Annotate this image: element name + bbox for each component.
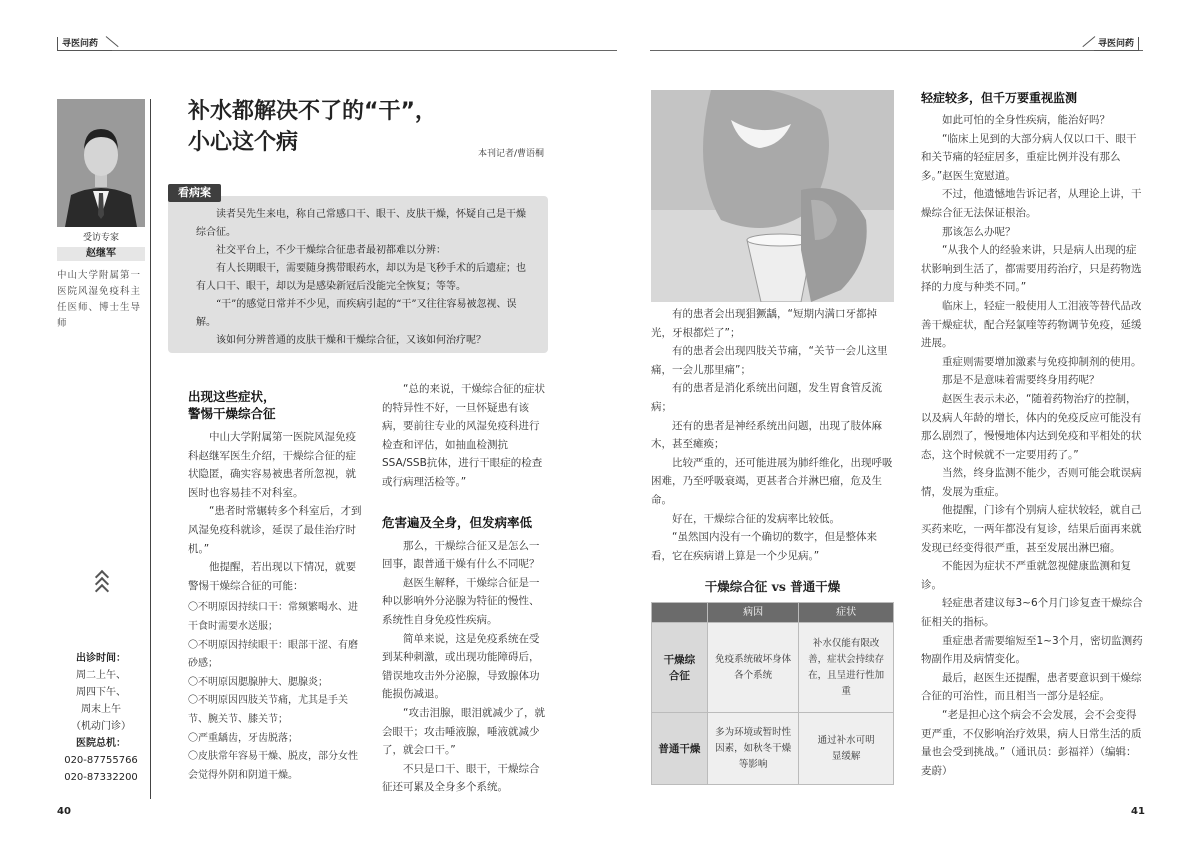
- article-title: [188, 96, 437, 158]
- body-paragraph: 不过，他遗憾地告诉记者，从理论上讲，干燥综合征无法保证根治。: [921, 188, 1142, 219]
- body-paragraph: “临床上见到的大部分病人仅以口干、眼干和关节痛的轻症居多，重症比例并没有那么多。”赵医生宽慰道。: [921, 132, 1137, 182]
- column-2: [382, 380, 549, 797]
- table-header: 病因: [707, 603, 799, 623]
- clinic-time: 周二上午、: [76, 670, 126, 681]
- body-paragraph: “老是担心这个病会不会发展，会不会变得更严重，不仅影响治疗效果，病人日常生活的质量也会受到挑战。”（通讯员：彭福祥）（编辑：麦蔚）: [921, 709, 1142, 777]
- row-label: 普通干燥: [652, 713, 708, 785]
- desc-line: 任医师、博士生导: [57, 302, 142, 313]
- body-paragraph: 有的患者会出现猖獗龋，“短期内满口牙都掉光，牙根都烂了”；: [651, 308, 877, 339]
- body-paragraph: 有的患者会出现四肢关节痛，“关节一会儿这里痛，一会儿那里痛”；: [651, 345, 888, 376]
- list-item: 〇皮肤常年容易干燥、脱皮，部分女性会觉得外阴和阴道干燥。: [188, 751, 358, 781]
- body-paragraph: 重症则需要增加激素与免疫抑制剂的使用。: [942, 355, 1142, 368]
- expert-description: [57, 268, 149, 332]
- body-paragraph: “从我个人的经验来讲，只是病人出现的症状影响到生活了，都需要用药治疗，只是药物选择的力度与种类不同。”: [921, 244, 1142, 294]
- desc-line: 师: [57, 318, 68, 329]
- table-header: 症状: [799, 603, 894, 623]
- phone-number: 020-87332200: [64, 772, 138, 783]
- clinic-info: [57, 650, 145, 786]
- section-tag-right: 寻医问药: [1094, 37, 1139, 51]
- column-3: [651, 305, 896, 565]
- page-number-right: 41: [1131, 806, 1145, 817]
- row-label: 干燥综合征: [652, 623, 708, 713]
- body-paragraph: “患者时常辗转多个科室后，才到风湿免疫科就诊，延误了最佳治疗时机。”: [188, 505, 362, 555]
- body-paragraph: 那是不是意味着需要终身用药呢？: [942, 374, 1100, 387]
- comparison-table: [651, 602, 894, 785]
- clinic-time: 周四下午、: [76, 687, 126, 698]
- case-paragraph: “干”的感觉日常并不少见，而疾病引起的“干”又往往容易被忽视、误解。: [196, 299, 517, 328]
- byline: 本刊记者/曹语桐: [478, 149, 545, 159]
- clinic-time: 周末上午: [81, 704, 121, 715]
- body-paragraph: 当然，终身监测不能少，否则可能会耽误病情，发展为重症。: [921, 467, 1142, 498]
- body-paragraph: 他提醒，若出现以下情况，就要警惕干燥综合征的可能：: [188, 561, 356, 592]
- header-rule-right: [650, 50, 1143, 51]
- body-paragraph: “总的来说，干燥综合征的症状的特异性不好，一旦怀疑患有该病，要前往专业的风湿免疫科进行检查和评估，如抽血检测抗SSA/SSB抗体，进行干眼症的检查或行病理活检等。”: [382, 383, 545, 488]
- body-paragraph: 临床上，轻症一般使用人工泪液等替代品改善干燥症状，配合羟氯喹等药物调节免疫，延缓进展。: [921, 299, 1142, 350]
- clinic-time: （机动门诊）: [71, 721, 131, 732]
- woman-drinking-illustration: [651, 90, 894, 302]
- body-paragraph: 重症患者需要缩短至1~3个月，密切监测药物副作用及病情变化。: [921, 634, 1143, 666]
- column-1: [188, 388, 362, 785]
- list-item: 〇不明原因四肢关节痛，尤其是手关节、腕关节、膝关节；: [188, 695, 348, 725]
- expert-portrait-illustration: [57, 99, 145, 227]
- table-row: [652, 713, 894, 785]
- body-paragraph: 有的患者是消化系统出问题，发生胃食管反流病；: [651, 382, 882, 413]
- body-paragraph: 简单来说，这是免疫系统在受到某种刺激，或出现功能障碍后，错误地攻击外分泌腺，导致腺体功能损伤减退。: [382, 632, 540, 701]
- body-paragraph: 他提醒，门诊有个别病人症状较轻，就自己买药来吃，一两年都没有复诊，结果后面再来就发现已经变得很严重，甚至发展出淋巴瘤。: [921, 504, 1142, 554]
- case-paragraph: 有人长期眼干，需要随身携带眼药水，却以为是飞秒手术的后遗症；也有人口干、眼干，却以为是感染新冠后没能完全恢复；等等。: [196, 263, 526, 292]
- symptom-list: [188, 599, 362, 785]
- list-item: 〇不明原因持续眼干：眼部干涩、有磨砂感；: [188, 639, 358, 670]
- body-paragraph: 最后，赵医生还提醒，患者要意识到干燥综合征的可治性，而且相当一部分是轻症。: [921, 671, 1142, 703]
- case-box: [168, 196, 548, 353]
- desc-line: 医院风湿免疫科主: [57, 286, 142, 297]
- body-paragraph: 轻症患者建议每3~6个月门诊复查干燥综合征相关的指标。: [921, 597, 1143, 629]
- section2-title: 危害遍及全身，但发病率低: [382, 514, 533, 530]
- table-cell: 通过补水可明显缓解: [799, 713, 894, 785]
- body-paragraph: 赵医生表示未必，“随着药物治疗的控制，以及病人年龄的增长，体内的免疫反应可能没有那么剧烈了，慢慢地体内达到免疫和平相处的状态，这个时候就不一定要用药了。”: [921, 392, 1142, 461]
- phone-label: 医院总机：: [76, 738, 126, 749]
- case-tag: 看病案: [168, 184, 221, 202]
- body-paragraph: 不只是口干、眼干，干燥综合征还可累及全身多个系统。: [382, 762, 540, 794]
- body-paragraph: 还有的患者是神经系统出问题，出现了肢体麻木，甚至瘫痪；: [651, 419, 882, 451]
- chevron-up-icon: [96, 575, 108, 593]
- section3-title: 轻症较多，但千万要重视监测: [921, 91, 1078, 105]
- table-cell: 多为环境或暂时性因素，如秋冬干燥等影响: [707, 713, 799, 785]
- table-header-row: [652, 603, 894, 623]
- table-cell: 免疫系统破坏身体各个系统: [707, 623, 799, 713]
- table-cell: 补水仅能有限改善，症状会持续存在，且呈进行性加重: [799, 623, 894, 713]
- body-paragraph: 中山大学附属第一医院风湿免疫科赵继军医生介绍，干燥综合征的症状隐匿，确实容易被患者所忽视，就医时也容易挂不对科室。: [188, 431, 356, 499]
- header-rule-left: [57, 50, 617, 51]
- clinic-label: 出诊时间：: [76, 653, 126, 664]
- body-paragraph: 赵医生解释，干燥综合征是一种以影响外分泌腺为特征的慢性、系统性自身免疫性疾病。: [382, 576, 540, 626]
- column-4: [921, 90, 1143, 780]
- case-paragraph: 读者吴先生来电，称自己常感口干、眼干、皮肤干燥，怀疑自己是干燥综合征。: [196, 209, 526, 238]
- body-paragraph: “攻击泪腺，眼泪就减少了，就会眼干；攻击唾液腺，唾液就减少了，就会口干。”: [382, 706, 545, 757]
- desc-line: 中山大学附属第一: [57, 270, 142, 281]
- section1-title-line1: 出现这些症状，: [188, 389, 276, 404]
- list-item: 〇严重龋齿，牙齿脱落；: [188, 732, 298, 744]
- list-item: 〇不明原因腮腺肿大、腮腺炎；: [188, 676, 328, 688]
- body-paragraph: 如此可怕的全身性疾病，能治好吗？: [942, 114, 1110, 126]
- phone-number: 020-87755766: [64, 755, 138, 766]
- section-tag-left: 寻医问药: [57, 37, 112, 51]
- page-number-left: 40: [57, 806, 71, 817]
- table-row: [652, 623, 894, 713]
- body-paragraph: 比较严重的，还可能进展为肺纤维化，出现呼吸困难，乃至呼吸衰竭，更甚者合并淋巴瘤，危及生命。: [651, 456, 893, 506]
- case-paragraph: 该如何分辨普通的皮肤干燥和干燥综合征，又该如何治疗呢？: [216, 335, 486, 346]
- drinking-water-photo: [651, 90, 894, 302]
- body-paragraph: “虽然国内没有一个确切的数字，但是整体来看，它在疾病谱上算是一个少见病。”: [651, 531, 877, 562]
- body-paragraph: 不能因为症状不严重就忽视健康监测和复诊。: [921, 560, 1131, 591]
- list-item: 〇不明原因持续口干：常频繁喝水、进干食时需要水送服；: [188, 602, 358, 632]
- section1-title-line2: 警惕干燥综合征: [188, 406, 276, 421]
- body-paragraph: 那么，干燥综合征又是怎么一回事，跟普通干燥有什么不同呢？: [382, 539, 540, 571]
- expert-photo: [57, 99, 145, 227]
- case-paragraph: 社交平台上，不少干燥综合征患者最初都难以分辨：: [216, 245, 446, 256]
- body-paragraph: 那该怎么办呢？: [942, 225, 1016, 238]
- title-line-2: 小心这个病: [188, 130, 299, 155]
- body-paragraph: 好在，干燥综合征的发病率比较低。: [672, 512, 840, 525]
- expert-role: 受访专家: [82, 233, 119, 243]
- expert-name: 赵继军: [57, 247, 145, 261]
- sidebar-divider: [150, 99, 151, 799]
- table-header: [652, 603, 708, 623]
- title-line-1: 补水都解决不了的“干”，: [188, 99, 437, 124]
- comparison-table-title: 干燥综合征 vs 普通干燥: [704, 579, 841, 594]
